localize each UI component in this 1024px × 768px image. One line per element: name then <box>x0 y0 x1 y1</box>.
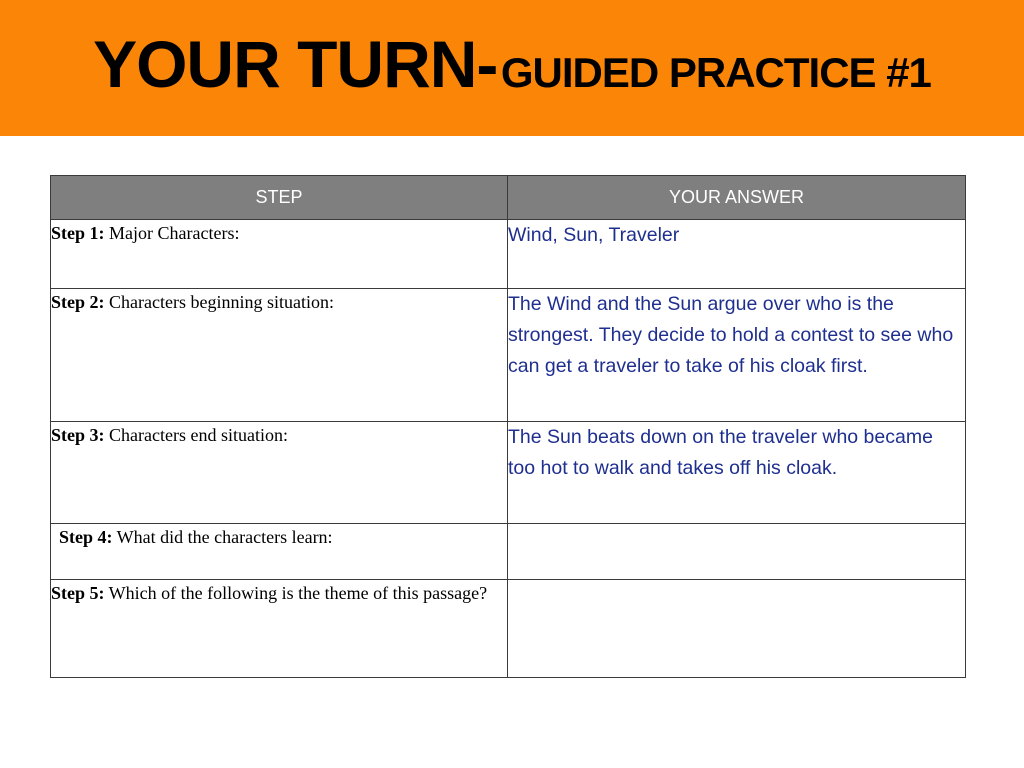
step-1-label: Step 1: <box>51 223 105 243</box>
table-row <box>51 289 966 422</box>
table-row <box>51 220 966 289</box>
title-sub: GUIDED PRACTICE #1 <box>500 49 931 96</box>
step-3-label: Step 3: <box>51 425 105 445</box>
table-row <box>51 580 966 678</box>
step-1-text: Major Characters: <box>104 223 240 243</box>
step-4-cell <box>51 524 508 580</box>
answer-3-cell[interactable]: The Sun beats down on the traveler who became too hot to walk and takes off his cloak. <box>508 422 966 524</box>
table-row <box>51 422 966 524</box>
answer-2-cell[interactable]: The Wind and the Sun argue over who is the strongest. They decide to hold a contest to see who can get a traveler to take of his cloak first. <box>508 289 966 422</box>
header-step: STEP <box>51 176 508 220</box>
title-banner <box>0 0 1024 136</box>
table-header-row <box>51 176 966 220</box>
step-3-cell <box>51 422 508 524</box>
header-your-answer: YOUR ANSWER <box>508 176 966 220</box>
step-4-text: What did the characters learn: <box>112 527 333 547</box>
answer-1-cell[interactable]: Wind, Sun, Traveler <box>508 220 966 289</box>
step-2-cell <box>51 289 508 422</box>
title-main: YOUR TURN- <box>93 27 498 101</box>
step-2-text: Characters beginning situation: <box>104 292 334 312</box>
answer-4-cell[interactable] <box>508 524 966 580</box>
table-row <box>51 524 966 580</box>
step-5-label: Step 5: <box>51 583 105 603</box>
steps-table <box>50 175 966 678</box>
step-5-cell <box>51 580 508 678</box>
answer-5-cell[interactable] <box>508 580 966 678</box>
step-1-cell <box>51 220 508 289</box>
step-3-text: Characters end situation: <box>104 425 288 445</box>
step-2-label: Step 2: <box>51 292 105 312</box>
step-4-label: Step 4: <box>59 527 113 547</box>
step-5-text: Which of the following is the theme of this passage? <box>104 583 488 603</box>
slide-title <box>93 26 931 102</box>
